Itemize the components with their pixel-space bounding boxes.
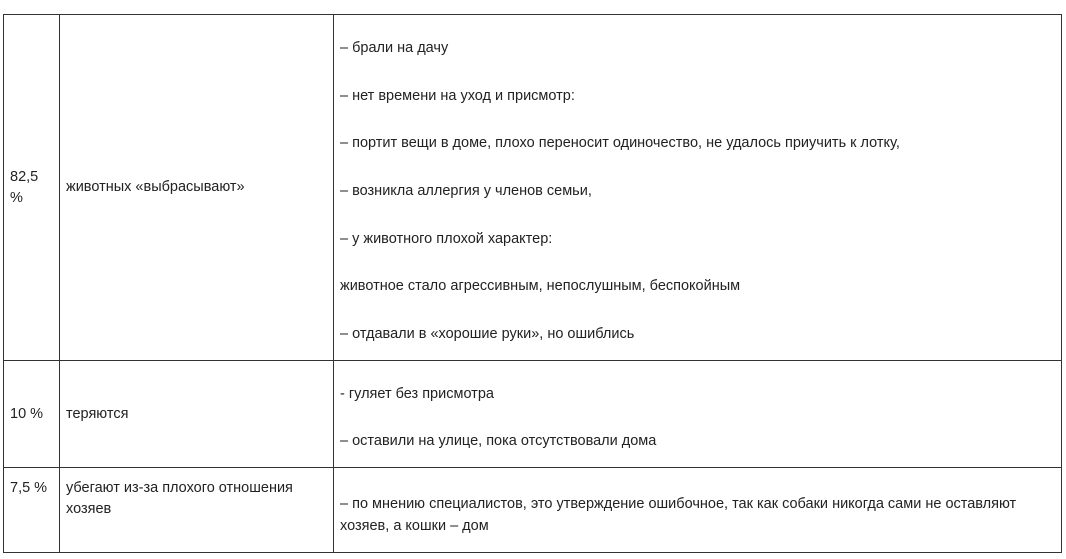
- category-cell: [60, 468, 334, 553]
- reason-item: – оставили на улице, пока отсутствовали дома: [340, 433, 657, 450]
- pet-abandonment-table: [3, 14, 1062, 553]
- reason-item: – нет времени на уход и присмотр:: [340, 87, 575, 104]
- percent-value: 10 %: [10, 405, 44, 422]
- category-cell: [60, 361, 334, 468]
- category-text: теряются: [66, 405, 129, 422]
- reasons-cell: [334, 15, 1062, 361]
- reason-item: – портит вещи в доме, плохо переносит одиночество, не удалось приучить к лотку,: [340, 135, 900, 152]
- table-row: [4, 361, 1062, 468]
- reason-item: – у животного плохой характер:: [340, 230, 553, 247]
- reason-item: - гуляет без присмотра: [340, 385, 494, 402]
- reason-item: животное стало агрессивным, непослушным, беспокойным: [340, 278, 741, 295]
- reason-item: – отдавали в «хорошие руки», но ошиблись: [340, 325, 635, 342]
- reasons-cell: [334, 361, 1062, 468]
- reason-item: – возникла аллергия у членов семьи,: [340, 183, 592, 199]
- table-row: [4, 15, 1062, 361]
- percent-value: 82,5 %: [10, 168, 39, 206]
- percent-cell: [4, 468, 60, 553]
- reasons-cell: [334, 468, 1062, 553]
- percent-value: 7,5 %: [10, 480, 48, 496]
- category-text: убегают из-за плохого отношения хозяев: [66, 480, 293, 517]
- percent-cell: [4, 361, 60, 468]
- category-text: животных «выбрасывают»: [66, 179, 245, 195]
- reason-item: – брали на дачу: [340, 40, 449, 57]
- reason-item: – по мнению специалистов, это утверждение ошибочное, так как собаки никогда сами не оставляют хозяев, а кошки – дом: [340, 496, 1017, 534]
- percent-cell: [4, 15, 60, 361]
- category-cell: [60, 15, 334, 361]
- table-row: [4, 468, 1062, 553]
